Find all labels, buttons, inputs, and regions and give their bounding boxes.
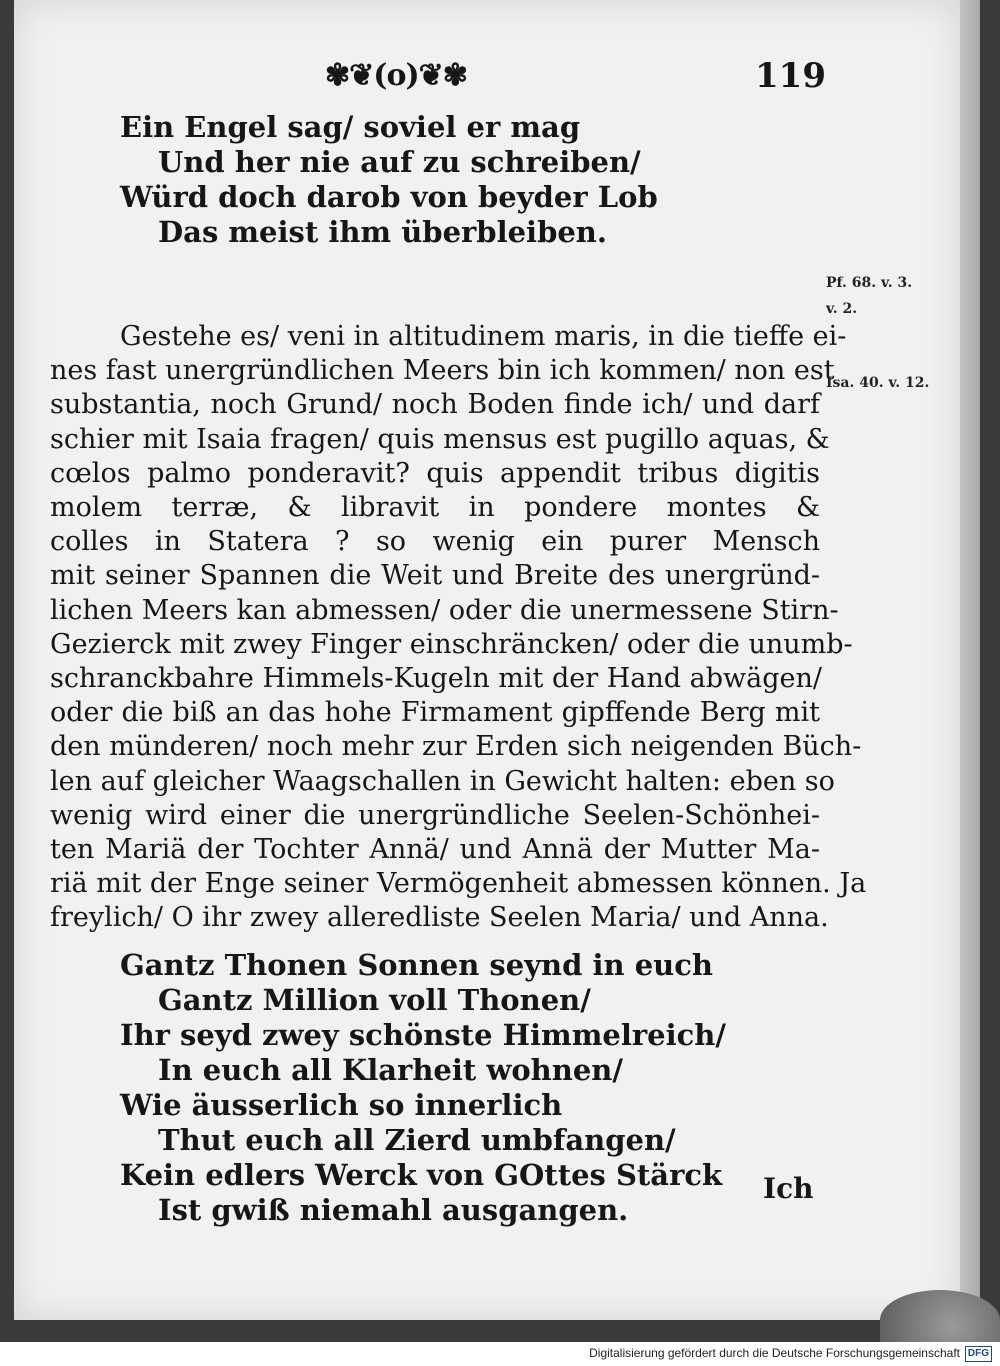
dfg-logo: DFG — [965, 1346, 992, 1362]
footer-credit: Digitalisierung gefördert durch die Deutsche Forschungsgemeinschaft — [589, 1346, 960, 1360]
prose-line: riä mit der Enge seiner Vermögenheit abmessen können. Ja — [50, 868, 867, 900]
prose-line: nes fast unergründlichen Meers bin ich kommen/ non est — [50, 355, 835, 387]
prose-line: Gezierck mit zwey Finger einschräncken/ oder die unumb- — [50, 628, 853, 660]
verse-line: Kein edlers Werck von GOttes Stärck — [120, 1158, 723, 1192]
prose-line: wenig wird einer die unergründliche Seelen-Schönhei- — [50, 799, 820, 831]
verse-block-1 — [120, 110, 658, 250]
verse-line: Gantz Thonen Sonnen seynd in euch — [120, 948, 713, 982]
prose-line: molem terræ, & libravit in pondere montes & — [50, 492, 820, 524]
prose-line: mit seiner Spannen die Weit und Breite des unergründ- — [50, 560, 820, 592]
verse-line: Gantz Million voll Thonen/ — [158, 983, 591, 1017]
prose-line: substantia, noch Grund/ noch Boden finde ich/ und darf — [50, 389, 820, 421]
verse-line: Würd doch darob von beyder Lob — [120, 180, 658, 214]
prose-line: lichen Meers kan abmessen/ oder die unermessene Stirn- — [50, 594, 839, 626]
prose-paragraph — [50, 320, 867, 936]
prose-line: cœlos palmo ponderavit? quis appendit tribus digitis — [50, 457, 820, 489]
catchword: Ich — [763, 1172, 814, 1205]
margin-note: Isa. 40. v. 12. — [826, 375, 930, 391]
verse-line: Ist gwiß niemahl ausgangen. — [158, 1193, 629, 1227]
verse-line: Ihr seyd zwey schönste Himmelreich/ — [120, 1018, 726, 1052]
header-ornament: ✾❦(o)❦✾ — [325, 58, 467, 93]
verse-block-2 — [120, 948, 726, 1228]
margin-note: v. 2. — [826, 301, 858, 317]
verse-line: Und her nie auf zu schreiben/ — [158, 145, 641, 179]
prose-line: Gestehe es/ veni in altitudinem maris, in die tieffe ei- — [120, 321, 847, 352]
prose-line: schranckbahre Himmels-Kugeln mit der Hand abwägen/ — [50, 663, 822, 695]
prose-line: colles in Statera ? so wenig ein purer Mensch — [50, 526, 820, 558]
digitization-footer — [0, 1342, 1000, 1366]
prose-line: oder die biß an das hohe Firmament gipffende Berg mit — [50, 697, 820, 729]
prose-line: len auf gleicher Waagschallen in Gewicht halten: eben so — [50, 765, 835, 797]
prose-line: freylich/ O ihr zwey alleredliste Seelen Maria/ und Anna. — [50, 902, 829, 934]
margin-note: Pf. 68. v. 3. — [826, 275, 913, 291]
prose-line: den münderen/ noch mehr zur Erden sich neigenden Büch- — [50, 731, 862, 763]
scanner-shadow — [880, 1290, 1000, 1350]
verse-line: Wie äusserlich so innerlich — [120, 1088, 563, 1122]
verse-line: Thut euch all Zierd umbfangen/ — [158, 1123, 676, 1157]
verse-line: Ein Engel sag/ soviel er mag — [120, 110, 581, 144]
page-header — [50, 50, 826, 100]
verse-line: Das meist ihm überbleiben. — [158, 215, 607, 249]
page-number: 119 — [755, 56, 826, 96]
prose-line: ten Mariä der Tochter Annä/ und Annä der Mutter Ma- — [50, 834, 820, 866]
prose-line: schier mit Isaia fragen/ quis mensus est pugillo aquas, & — [50, 423, 830, 455]
verse-line: In euch all Klarheit wohnen/ — [158, 1053, 623, 1087]
